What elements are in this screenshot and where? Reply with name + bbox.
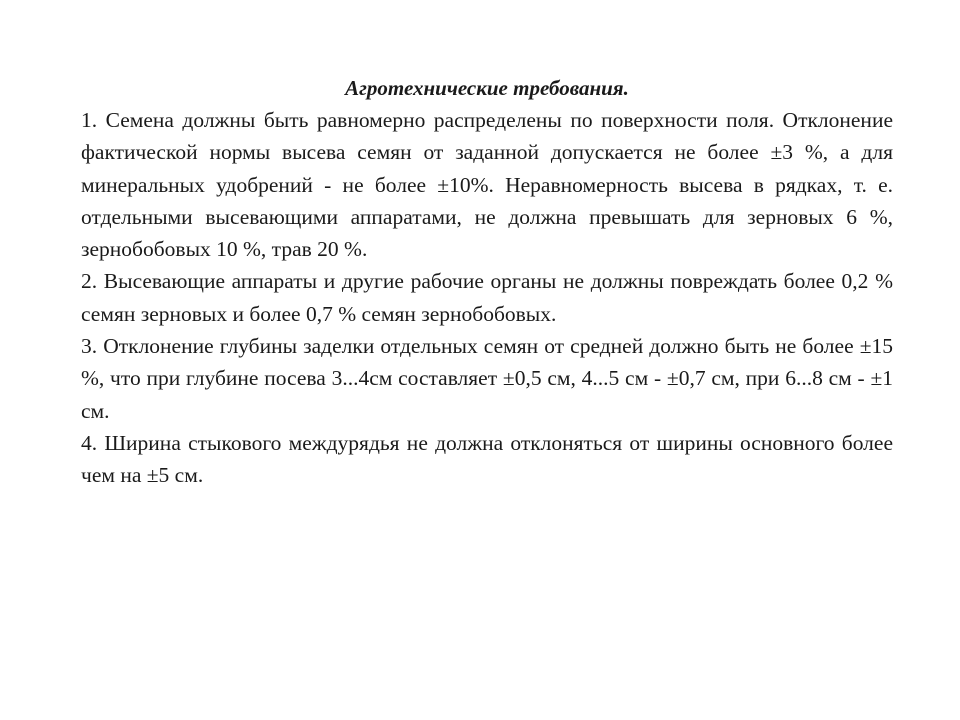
requirement-paragraph-4: 4. Ширина стыкового междурядья не должна отклоняться от ширины основного более чем на ±5 см.: [81, 430, 893, 488]
document-body: [81, 72, 893, 492]
requirement-paragraph-1: 1. Семена должны быть равномерно распределены по поверхности поля. Отклонение фактической нормы высева семян от заданной допускается не более ±3 %, а для минеральных удобрений - не более ±10%. Неравномерность высева в рядках, т. е. отдельными высевающими аппаратами, не должна превышать для зерновых 6 %, зернобобовых 10 %, трав 20 %.: [81, 108, 893, 262]
requirement-paragraph-2: 2. Высевающие аппараты и другие рабочие органы не должны повреждать более 0,2 % семян зерновых и более 0,7 % семян зернобобовых.: [81, 269, 893, 326]
document-title: Агротехнические требования.: [345, 76, 629, 100]
requirement-paragraph-3: 3. Отклонение глубины заделки отдельных семян от средней должно быть не более ±15 %, что при глубине посева 3...4см составляет ±0,5 см, 4...5 см - ±0,7 см, при 6...8 см - ±1 см.: [81, 334, 893, 423]
